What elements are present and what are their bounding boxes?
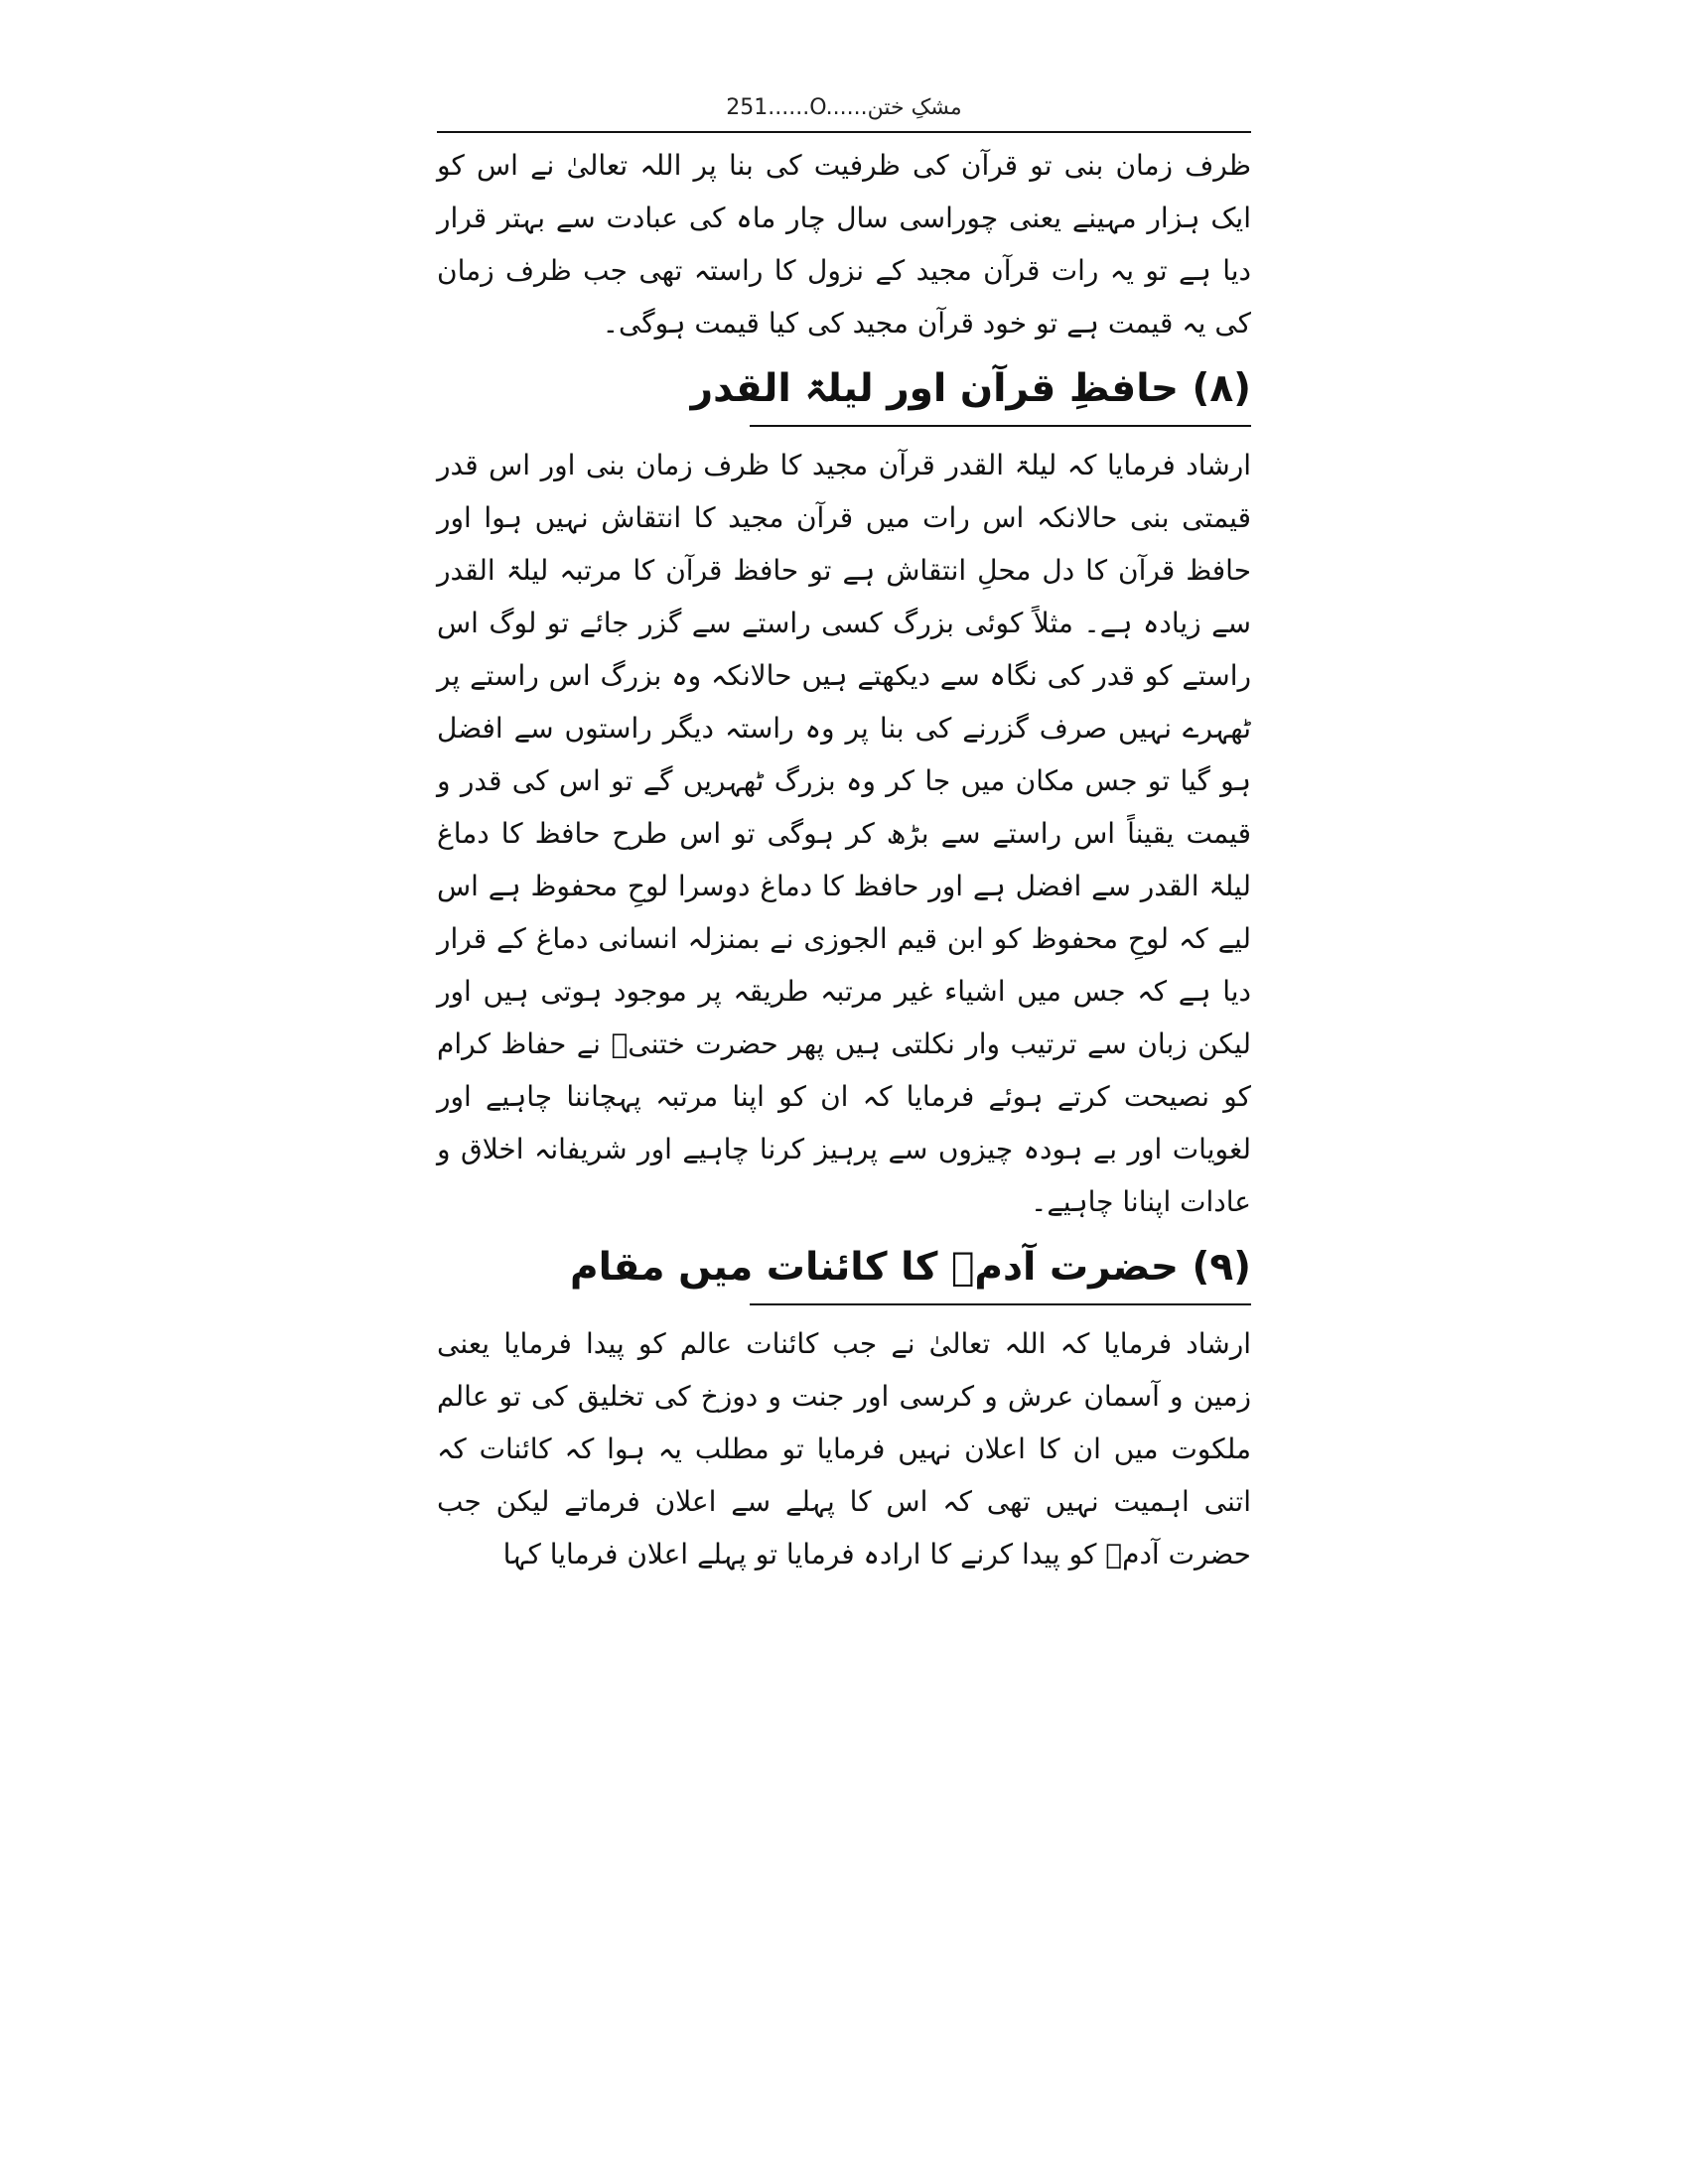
book-page (437, 91, 1251, 1580)
header-separator: ......O...... (768, 95, 868, 120)
paragraph-section-8: ارشاد فرمایا کہ لیلۃ القدر قرآن مجید کا ظرف زمان بنی اور اس قدر قیمتی بنی حالانکہ اس رات میں قرآن مجید کا انتقاش نہیں ہوا اور حافظ قرآن کا دل محلِ انتقاش ہے تو حافظ قرآن کا مرتبہ لیلۃ القدر سے زیادہ ہے۔ مثلاً کوئی بزرگ کسی راستے سے گزر جائے تو لوگ اس راستے کو قدر کی نگاہ سے دیکھتے ہیں حالانکہ وہ بزرگ اس راستے پر ٹھہرے نہیں صرف گزرنے کی بنا پر وہ راستہ دیگر راستوں سے افضل ہو گیا تو جس مکان میں جا کر وہ بزرگ ٹھہریں گے تو اس کی قدر و قیمت یقیناً اس راستے سے بڑھ کر ہوگی تو اس طرح حافظ کا دماغ لیلۃ القدر سے افضل ہے اور حافظ کا دماغ دوسرا لوحِ محفوظ ہے اس لیے کہ لوحِ محفوظ کو ابن قیم الجوزی نے بمنزلہ انسانی دماغ کے قرار دیا ہے کہ جس میں اشیاء غیر مرتبہ طریقہ پر موجود ہوتی ہیں اور لیکن زبان سے ترتیب وار نکلتی ہیں پھر حضرت ختنیؒ نے حفاظ کرام کو نصیحت کرتے ہوئے فرمایا کہ ان کو اپنا مرتبہ پہچاننا چاہیے اور لغویات اور بے ہودہ چیزوں سے پرہیز کرنا چاہیے اور شریفانہ اخلاق و عادات اپنانا چاہیے۔ (437, 449, 1251, 1218)
paragraph-section-9: ارشاد فرمایا کہ اللہ تعالیٰ نے جب کائنات عالم کو پیدا فرمایا یعنی زمین و آسمان عرش و کرسی اور جنت و دوزخ کی تخلیق کی تو عالم ملکوت میں ان کا اعلان نہیں فرمایا تو مطلب یہ ہوا کہ کائنات کہ اتنی اہمیت نہیں تھی کہ اس کا پہلے سے اعلان فرماتے لیکن جب حضرت آدمؑ کو پیدا کرنے کا ارادہ فرمایا تو پہلے اعلان فرمایا کہا (437, 1327, 1251, 1570)
section-heading-9: (۹) حضرت آدمؑ کا کائنات میں مقام (750, 1238, 1251, 1305)
header-rule (437, 131, 1251, 133)
running-header (437, 91, 1251, 131)
page-number: 251 (726, 95, 769, 120)
book-title: مشکِ ختن (867, 95, 962, 120)
section-heading-8: (۸) حافظِ قرآن اور لیلۃ القدر (750, 359, 1251, 427)
paragraph-intro: ظرف زمان بنی تو قرآن کی ظرفیت کی بنا پر اللہ تعالیٰ نے اس کو ایک ہزار مہینے یعنی چوراسی سال چار ماہ کی عبادت سے بہتر قرار دیا ہے تو یہ رات قرآن مجید کے نزول کا راستہ تھی جب ظرف زمان کی یہ قیمت ہے تو خود قرآن مجید کی کیا قیمت ہوگی۔ (437, 149, 1251, 340)
